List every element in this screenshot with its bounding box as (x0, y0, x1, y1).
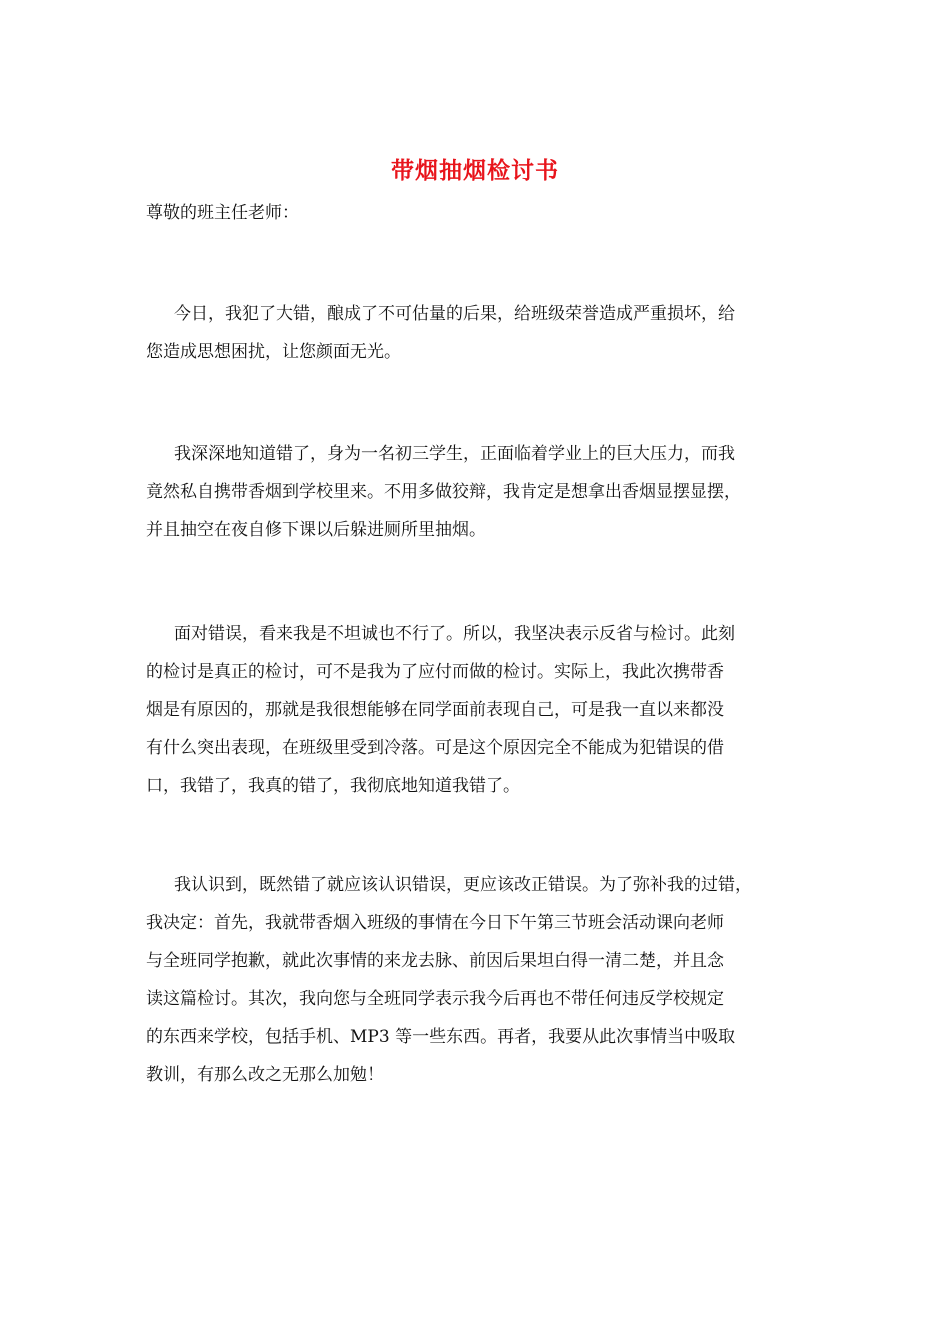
paragraph-1 (146, 295, 806, 371)
paragraph-line: 烟是有原因的，那就是我很想能够在同学面前表现自己，可是我一直以来都没 (146, 700, 724, 720)
paragraph-line: 与全班同学抱歉，就此次事情的来龙去脉、前因后果坦白得一清二楚，并且念 (146, 951, 724, 971)
paragraph-3 (146, 615, 806, 805)
paragraph-line: 我深深地知道错了，身为一名初三学生，正面临着学业上的巨大压力，而我 (174, 444, 735, 464)
paragraph-4 (146, 866, 806, 1094)
paragraph-line: 您造成思想困扰，让您颜面无光。 (146, 342, 401, 362)
paragraph-line: 有什么突出表现，在班级里受到冷落。可是这个原因完全不能成为犯错误的借 (146, 738, 724, 758)
paragraph-line: 面对错误，看来我是不坦诚也不行了。所以，我坚决表示反省与检讨。此刻 (174, 624, 735, 644)
paragraph-line: 的东西来学校，包括手机、MP3 等一些东西。再者，我要从此次事情当中吸取 (146, 1027, 736, 1047)
paragraph-line: 竟然私自携带香烟到学校里来。不用多做狡辩，我肯定是想拿出香烟显摆显摆， (146, 482, 741, 502)
paragraph-2 (146, 435, 806, 549)
paragraph-line: 口，我错了，我真的错了，我彻底地知道我错了。 (146, 776, 520, 796)
paragraph-line: 教训，有那么改之无那么加勉！ (146, 1065, 384, 1085)
paragraph-line: 读这篇检讨。其次，我向您与全班同学表示我今后再也不带任何违反学校规定 (146, 989, 724, 1009)
paragraph-line: 我认识到，既然错了就应该认识错误，更应该改正错误。为了弥补我的过错， (174, 875, 752, 895)
paragraph-line: 并且抽空在夜自修下课以后躲进厕所里抽烟。 (146, 520, 486, 540)
paragraph-line: 今日，我犯了大错，酿成了不可估量的后果，给班级荣誉造成严重损坏，给 (174, 304, 735, 324)
paragraph-line: 的检讨是真正的检讨，可不是我为了应付而做的检讨。实际上，我此次携带香 (146, 662, 724, 682)
document-title: 带烟抽烟检讨书 (391, 157, 559, 184)
paragraph-line: 我决定：首先，我就带香烟入班级的事情在今日下午第三节班会活动课向老师 (146, 913, 724, 933)
salutation: 尊敬的班主任老师： (146, 203, 299, 223)
